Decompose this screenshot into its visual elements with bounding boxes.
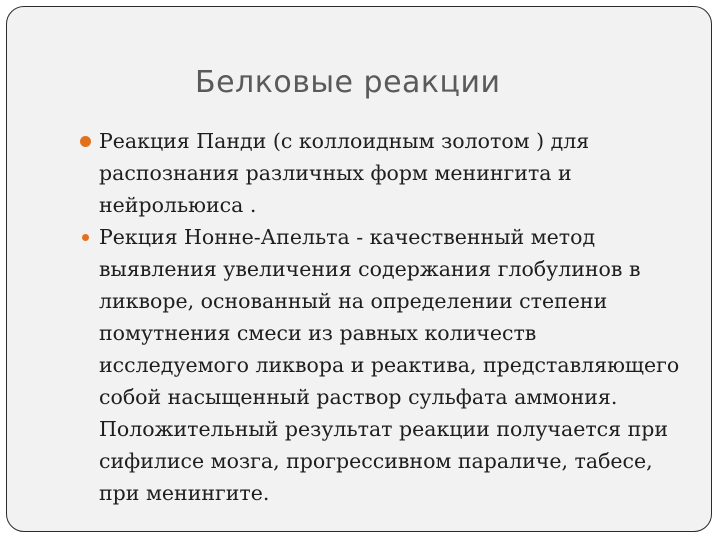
bullet-text: Рекция Нонне-Апельта - качественный метод выявления увеличения содержания глобулинов в ликворе, основанный на определении степени помутнения смеси из равных количеств исследуемого ликвора и реактива, представляющего собой насыщенный раствор сульфата аммония. Положительный результат реакции получается при сифилисе мозга, прогрессивном параличе, табесе, при менингите. [99,225,680,505]
slide-frame [6,6,712,532]
bullet-item-nonne-apelt [80,221,680,509]
bullet-list [80,125,680,509]
bullet-dot-icon [82,234,89,241]
bullet-item-pandy [80,125,680,221]
slide-title: Белковые реакции [195,65,501,100]
bullet-dot-icon [80,136,91,147]
bullet-text: Реакция Панди (с коллоидным золотом ) для распознания различных форм менингита и нейрольюиса . [99,129,590,217]
